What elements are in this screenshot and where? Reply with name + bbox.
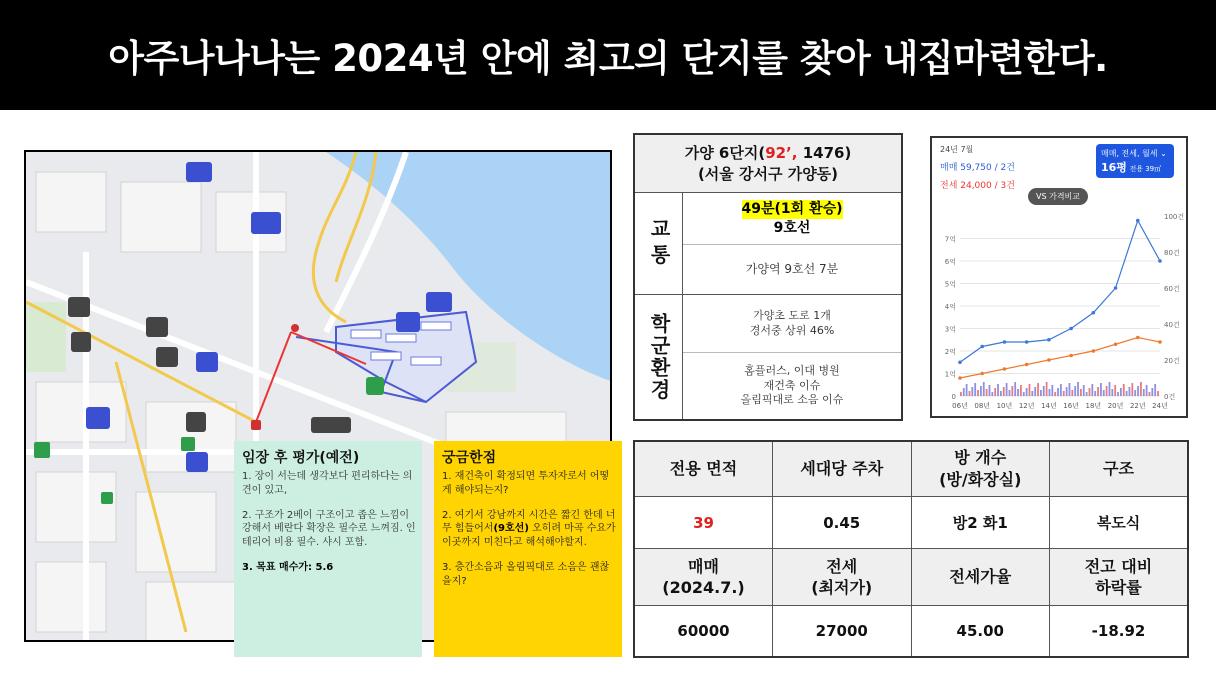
question-note: [434, 441, 622, 657]
series-point: [1114, 286, 1118, 290]
volume-bar: [983, 382, 985, 396]
x-tick: 10년: [996, 402, 1013, 410]
volume-bar: [997, 384, 999, 396]
series-line: [960, 221, 1160, 363]
series-point: [1025, 363, 1029, 367]
complex-name-text: 가양 6단지(: [684, 144, 766, 163]
volume-bar: [1149, 392, 1151, 396]
volume-bar: [1011, 386, 1013, 396]
y-tick-right: 100건: [1164, 213, 1185, 221]
complex-location: (서울 강서구 가양동): [697, 164, 839, 183]
y-tick-left: 2억: [944, 348, 956, 356]
commute-time: 49분(1회 환승): [741, 200, 843, 217]
volume-bar: [1126, 391, 1128, 396]
y-tick-left: 4억: [944, 303, 956, 311]
series-point: [1158, 340, 1162, 344]
series-point: [1047, 338, 1051, 342]
transport-section: [635, 193, 901, 295]
volume-bar: [1109, 382, 1111, 396]
y-tick-left: 5억: [944, 280, 956, 289]
series-point: [980, 345, 984, 349]
environment-cell: [683, 353, 901, 419]
volume-bar: [1023, 392, 1025, 396]
series-point: [1092, 311, 1096, 315]
volume-bar: [1123, 384, 1125, 396]
transport-label: [635, 193, 683, 294]
deal-type-select[interactable]: 매매, 전세, 월세 ⌄: [1101, 149, 1167, 158]
question-item-1: 1. 재건축이 확정되면 투자자로서 어떻게 해야되는지?: [442, 471, 610, 496]
school-label-text: 학군환경: [647, 313, 671, 401]
line-9-emphasis: (9호선): [493, 523, 529, 535]
y-tick-right: 40건: [1164, 321, 1180, 329]
volume-bar: [1069, 383, 1071, 396]
elementary-school: 가양초 도로 1개: [753, 308, 831, 322]
volume-bar: [1029, 384, 1031, 396]
series-point: [1025, 340, 1029, 344]
complex-info-table: [633, 133, 903, 421]
volume-bar: [1034, 387, 1036, 396]
x-tick: 08년: [974, 402, 991, 410]
volume-bar: [966, 384, 968, 396]
volume-bar: [1063, 391, 1065, 396]
spec-header-row-2: [634, 549, 1188, 606]
volume-bar: [1051, 385, 1053, 396]
target-price: 3. 목표 매수가: 5.6: [242, 561, 334, 573]
volume-bar: [1106, 386, 1108, 396]
env-reconstruction: 재건축 이슈: [763, 378, 821, 392]
question-item-2a: 2. 여기서 강남까지 시간은 짧긴 한데 너무 힘들어서: [442, 509, 616, 535]
series-point: [1069, 327, 1073, 331]
volume-bar: [1083, 385, 1085, 396]
volume-bar: [1114, 385, 1116, 396]
volume-bar: [977, 390, 979, 396]
area-label: 전용 39㎡: [1129, 165, 1162, 173]
series-point: [1047, 358, 1051, 362]
volume-bar: [1057, 388, 1059, 396]
impression-note: [234, 441, 422, 657]
volume-bar: [1134, 390, 1136, 396]
header-structure: 구조: [1050, 441, 1189, 497]
volume-bar: [1026, 388, 1028, 396]
volume-bar: [960, 392, 962, 396]
y-tick-right: 0건: [1164, 393, 1176, 401]
volume-bar: [1040, 390, 1042, 396]
spec-table: [633, 440, 1189, 658]
page-title: 아주나나나는 2024년 안에 최고의 단지를 찾아 내집마련한다.: [108, 37, 1108, 80]
env-noise: 올림픽대로 소음 이슈: [740, 393, 844, 407]
value-parking: 0.45: [773, 497, 912, 549]
series-point: [1003, 367, 1007, 371]
commute-cell: [683, 193, 901, 245]
volume-bar: [1014, 382, 1016, 396]
y-tick-left: 6억: [944, 258, 956, 266]
volume-bar: [1071, 390, 1073, 396]
volume-bar: [1151, 388, 1153, 396]
volume-bar: [980, 386, 982, 396]
school-cell: [683, 295, 901, 353]
question-item-2: [442, 509, 616, 550]
volume-bar: [1017, 389, 1019, 396]
x-tick: 18년: [1085, 402, 1102, 410]
station-distance: 가양역 9호선 7분: [745, 262, 839, 277]
price-line-chart: [932, 138, 1188, 418]
volume-bar: [1091, 384, 1093, 396]
volume-bar: [963, 388, 965, 396]
volume-bar: [969, 391, 971, 396]
volume-bar: [1120, 388, 1122, 396]
series-point: [1069, 354, 1073, 358]
header-ratio: 전세가율: [911, 549, 1050, 606]
value-ratio: 45.00: [911, 606, 1050, 658]
chart-sale-price: 매매 59,750 / 2건: [940, 163, 1015, 173]
volume-bar: [1054, 392, 1056, 396]
volume-bar: [1009, 390, 1011, 396]
volume-bar: [1006, 383, 1008, 396]
volume-bar: [1037, 383, 1039, 396]
volume-bar: [1137, 386, 1139, 396]
volume-bar: [1046, 382, 1048, 396]
header-sale: 매매 (2024.7.): [634, 549, 773, 606]
value-drop: -18.92: [1050, 606, 1189, 658]
middle-school: 경서중 상위 46%: [749, 323, 835, 337]
spec-value-row-2: [634, 606, 1188, 658]
value-area: 39: [634, 497, 773, 549]
value-rooms: 방2 화1: [911, 497, 1050, 549]
value-structure: 복도식: [1050, 497, 1189, 549]
volume-bar: [1117, 392, 1119, 396]
x-tick: 06년: [952, 402, 968, 410]
impression-item-2: 2. 구조가 2베이 구조이고 좁은 느낌이 강해서 베란다 확장은 필수로 느껴짐. 인테리어 비용 필수. 샤시 포함.: [242, 509, 416, 549]
series-point: [1136, 219, 1140, 223]
x-tick: 14년: [1041, 402, 1057, 410]
volume-bar: [1094, 391, 1096, 396]
volume-bar: [1086, 392, 1088, 396]
compare-button[interactable]: VS 가격비교: [1028, 188, 1088, 205]
series-point: [958, 360, 962, 364]
header-parking: 세대당 주차: [773, 441, 912, 497]
volume-bar: [1129, 387, 1131, 396]
volume-bar: [989, 385, 991, 396]
volume-bar: [1031, 391, 1033, 396]
series-point: [1003, 340, 1007, 344]
volume-bar: [1080, 389, 1082, 396]
complex-year: 92’,: [765, 144, 798, 163]
volume-bar: [971, 387, 973, 396]
volume-bar: [1097, 387, 1099, 396]
volume-bar: [1100, 383, 1102, 396]
volume-bar: [1066, 387, 1068, 396]
question-title: 궁금한점: [442, 450, 497, 466]
volume-bar: [1043, 386, 1045, 396]
impression-item-1: 1. 장이 서는데 생각보다 편리하다는 의견이 있고,: [242, 471, 413, 496]
header-drop: 전고 대비 하락률: [1050, 549, 1189, 606]
series-point: [1158, 259, 1162, 263]
y-tick-left: 0: [951, 393, 956, 401]
impression-item-3: [242, 561, 416, 575]
y-tick-right: 20건: [1164, 357, 1180, 365]
transport-label-text: 교통: [647, 217, 671, 270]
x-tick: 20년: [1107, 402, 1124, 410]
header-area: 전용 면적: [634, 441, 773, 497]
x-tick: 16년: [1063, 402, 1079, 410]
volume-bar: [1077, 382, 1079, 396]
volume-bar: [1000, 391, 1002, 396]
volume-bar: [1131, 383, 1133, 396]
chart-month: 24년 7월: [940, 145, 974, 154]
value-jeonse: 27000: [773, 606, 912, 658]
volume-bar: [994, 388, 996, 396]
price-chart-panel[interactable]: [930, 136, 1188, 418]
y-tick-left: 1억: [944, 370, 956, 379]
volume-bar: [1103, 390, 1105, 396]
volume-bar: [1074, 386, 1076, 396]
spec-value-row-1: [634, 497, 1188, 549]
header-rooms: 방 개수 (방/화장실): [911, 441, 1050, 497]
subway-line: 9호선: [773, 219, 811, 236]
impression-title: 임장 후 평가(예전): [242, 450, 360, 466]
question-item-2c: 오히려 마곡 수요가 이곳까지 미친다고 해석해야할지.: [442, 523, 616, 549]
series-point: [958, 376, 962, 380]
y-tick-left: 7억: [944, 235, 956, 244]
series-point: [1092, 349, 1096, 353]
volume-bar: [991, 392, 993, 396]
x-tick: 12년: [1018, 402, 1035, 410]
complex-units: 1476): [797, 144, 852, 163]
x-tick: 24년: [1152, 402, 1168, 410]
env-facilities: 홈플러스, 이대 병원: [744, 363, 840, 377]
volume-bar: [1154, 384, 1156, 396]
volume-bar: [1020, 385, 1022, 396]
volume-bar: [1060, 384, 1062, 396]
title-bar: [0, 0, 1216, 110]
volume-bar: [1049, 389, 1051, 396]
school-label: [635, 295, 683, 419]
y-tick-right: 60건: [1164, 285, 1180, 293]
volume-bar: [1143, 389, 1145, 396]
series-line: [960, 338, 1160, 379]
volume-bar: [1003, 387, 1005, 396]
school-section: [635, 295, 901, 419]
volume-bar: [1157, 391, 1159, 396]
y-tick-right: 80건: [1164, 249, 1180, 257]
question-item-3: 3. 층간소음과 올림픽대로 소음은 괜찮을지?: [442, 561, 610, 587]
volume-bar: [1146, 385, 1148, 396]
series-point: [1114, 342, 1118, 346]
spec-header-row-1: [634, 441, 1188, 497]
volume-bar: [974, 383, 976, 396]
complex-header: [635, 135, 901, 193]
volume-bar: [986, 389, 988, 396]
pyeong-label: 16평: [1101, 161, 1127, 174]
x-tick: 22년: [1129, 402, 1146, 410]
header-jeonse: 전세 (최저가): [773, 549, 912, 606]
volume-bar: [1089, 388, 1091, 396]
series-point: [1136, 336, 1140, 340]
series-point: [980, 372, 984, 376]
volume-bar: [1140, 382, 1142, 396]
complex-name: [685, 143, 852, 163]
value-sale: 60000: [634, 606, 773, 658]
y-tick-left: 3억: [944, 325, 956, 334]
chart-rent-price: 전세 24,000 / 3건: [940, 181, 1015, 191]
volume-bar: [1111, 389, 1113, 396]
